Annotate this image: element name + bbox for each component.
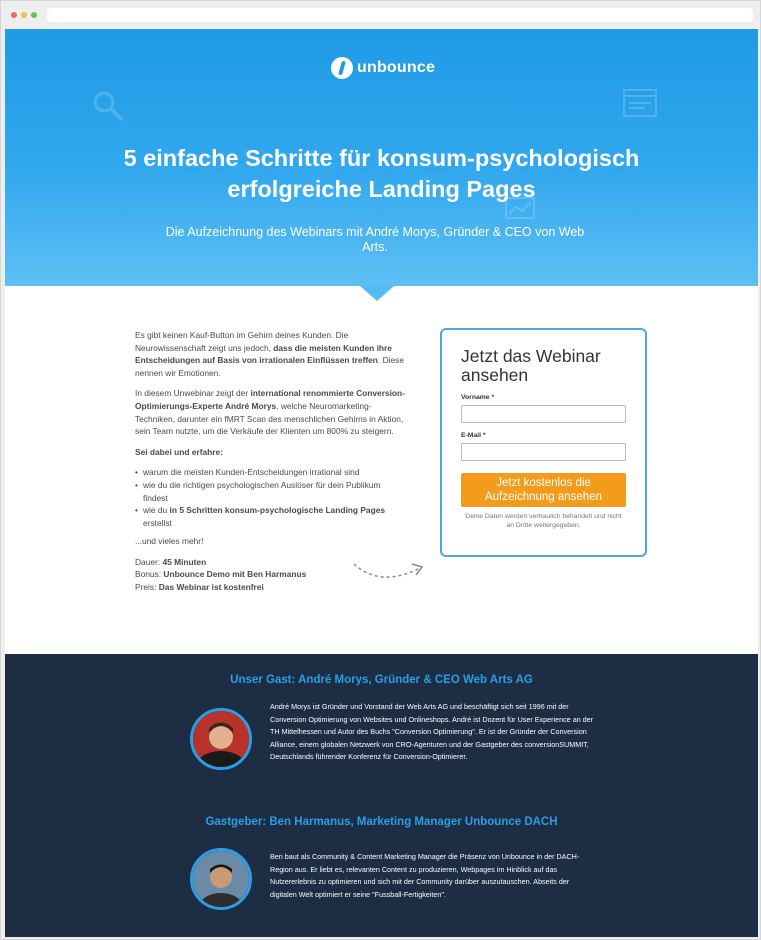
minimize-window-button[interactable]: [21, 12, 27, 18]
price-label: Preis:: [135, 581, 157, 592]
title-line-1: 5 einfache Schritte für konsum-psychologisch: [123, 145, 640, 171]
brand-name: unbounce: [357, 59, 436, 76]
learn-heading: [135, 446, 405, 459]
close-window-button[interactable]: [11, 12, 17, 18]
guest-bio: André Morys ist Gründer und Vorstand der Web Arts AG und beschäftigt sich seit 1996 mit der Conversion Optimierung von Websites und Onlineshops. André ist Dozent für User Experience an der TH Mittelhessen und Autor des Buchs "Conversion Optimierung". Er ist der Gründer der Conversion Alliance, einem globalen Netzwerk von CRO-Agenturen und der Gastgeber des conversionSUMMIT, Deutschlands führender Konferenz für Conversion-Optimierer.: [270, 702, 594, 761]
hero-pointer: [360, 286, 394, 301]
intro-paragraph-1: [135, 329, 405, 379]
subtitle-line-1: Die Aufzeichnung des Webinars mit André Morys, Gründer & CEO von Web: [165, 225, 585, 239]
bullet3-end: erstellst: [143, 517, 172, 528]
list-item: [135, 504, 405, 529]
host-portrait-icon: [193, 851, 249, 907]
form-heading: Jetzt das Webinar ansehen: [461, 346, 601, 385]
host-heading: Gastgeber: Ben Harmanus, Marketing Manager Unbounce DACH: [205, 816, 558, 828]
search-icon: [91, 89, 125, 123]
curved-arrow-icon: [350, 554, 430, 586]
intro-p1-end: . Diese nennen wir Emotionen.: [135, 355, 404, 378]
bullet3-bold: in 5 Schritten konsum-psychologische Landing Pages: [169, 505, 386, 516]
intro-p2-bold: international renommierte Conversion-Optimierungs-Experte André Morys: [135, 388, 405, 411]
unbounce-logo-icon: [331, 57, 353, 79]
landing-page: [5, 29, 758, 937]
email-field[interactable]: [461, 443, 626, 461]
more-text: ...und vieles mehr!: [135, 536, 204, 547]
host-bio: Ben baut als Community & Content Marketing Manager die Präsenz von Unbounce in der DACH-Region aus. Er liebt es, relevanten Content zu produzieren, Webpages im Hinblick auf das Nutzererlebnis zu optimieren und sich mit der Community darüber auszutauschen. Abseits der digitalen Welt optimiert er seine "Fussball-Fertigkeiten".: [270, 852, 580, 899]
signup-form: [440, 328, 647, 557]
hero-section: [5, 29, 758, 286]
learn-heading-text: Sei dabei und erfahre:: [135, 446, 223, 457]
list-item: • wie du die richtigen psychologischen Auslöser für dein Publikum findest: [135, 479, 405, 504]
browser-toolbar: [1, 1, 760, 29]
intro-p2-end: , welche Neuromarketing-Techniken, darunter ein fMRT Scan des menschlichen Gehirns in Aktion, sein Team nutzte, um die Verkäufe der Klienten um 800% zu steigern.: [135, 400, 404, 437]
guest-heading: Unser Gast: André Morys, Gründer & CEO Web Arts AG: [230, 674, 533, 686]
duration-value: 45 Minuten: [162, 556, 207, 567]
title-line-2: erfolgreiche Landing Pages: [227, 176, 536, 202]
duration-label: Dauer:: [135, 556, 161, 567]
speakers-section: [5, 654, 758, 937]
subtitle-line-2: Arts.: [362, 240, 388, 254]
firstname-field[interactable]: [461, 405, 626, 423]
privacy-note: Deine Daten werden vertraulich behandelt und nicht an Dritte weitergegeben.: [465, 513, 622, 529]
learn-list: [135, 466, 405, 529]
guest-portrait-icon: [193, 711, 249, 767]
list-item: • warum die meisten Kunden-Entscheidungen irrational sind: [135, 466, 405, 479]
price-value: Das Webinar ist kostenfrei: [158, 581, 264, 592]
submit-button[interactable]: Jetzt kostenlos die Aufzeichnung ansehen: [461, 473, 626, 507]
unbounce-logo[interactable]: [331, 56, 435, 80]
bonus-label: Bonus:: [135, 569, 162, 580]
intro-p2-text: In diesem Unwebinar zeigt der: [135, 388, 249, 399]
firstname-label: Vorname *: [461, 394, 495, 401]
page-title: [45, 143, 718, 205]
host-avatar: [190, 848, 252, 910]
email-label: E-Mail *: [461, 432, 486, 439]
intro-p1-text: Es gibt keinen Kauf-Button im Gehirn deines Kunden. Die Neurowissenschaft zeigt uns jedoch,: [135, 330, 349, 353]
bullet3-text: wie du: [143, 505, 168, 516]
intro-p1-bold: dass die meisten Kunden ihre Entscheidungen auf Basis von irrationalen Einflüssen treffen: [135, 342, 392, 366]
address-bar[interactable]: [47, 8, 753, 22]
bonus-value: Unbounce Demo mit Ben Harmanus: [163, 569, 307, 580]
intro-paragraph-2: [135, 387, 405, 437]
browser-window-icon: [623, 89, 657, 117]
guest-avatar: [190, 708, 252, 770]
page-subtitle: [125, 225, 625, 255]
maximize-window-button[interactable]: [31, 12, 37, 18]
